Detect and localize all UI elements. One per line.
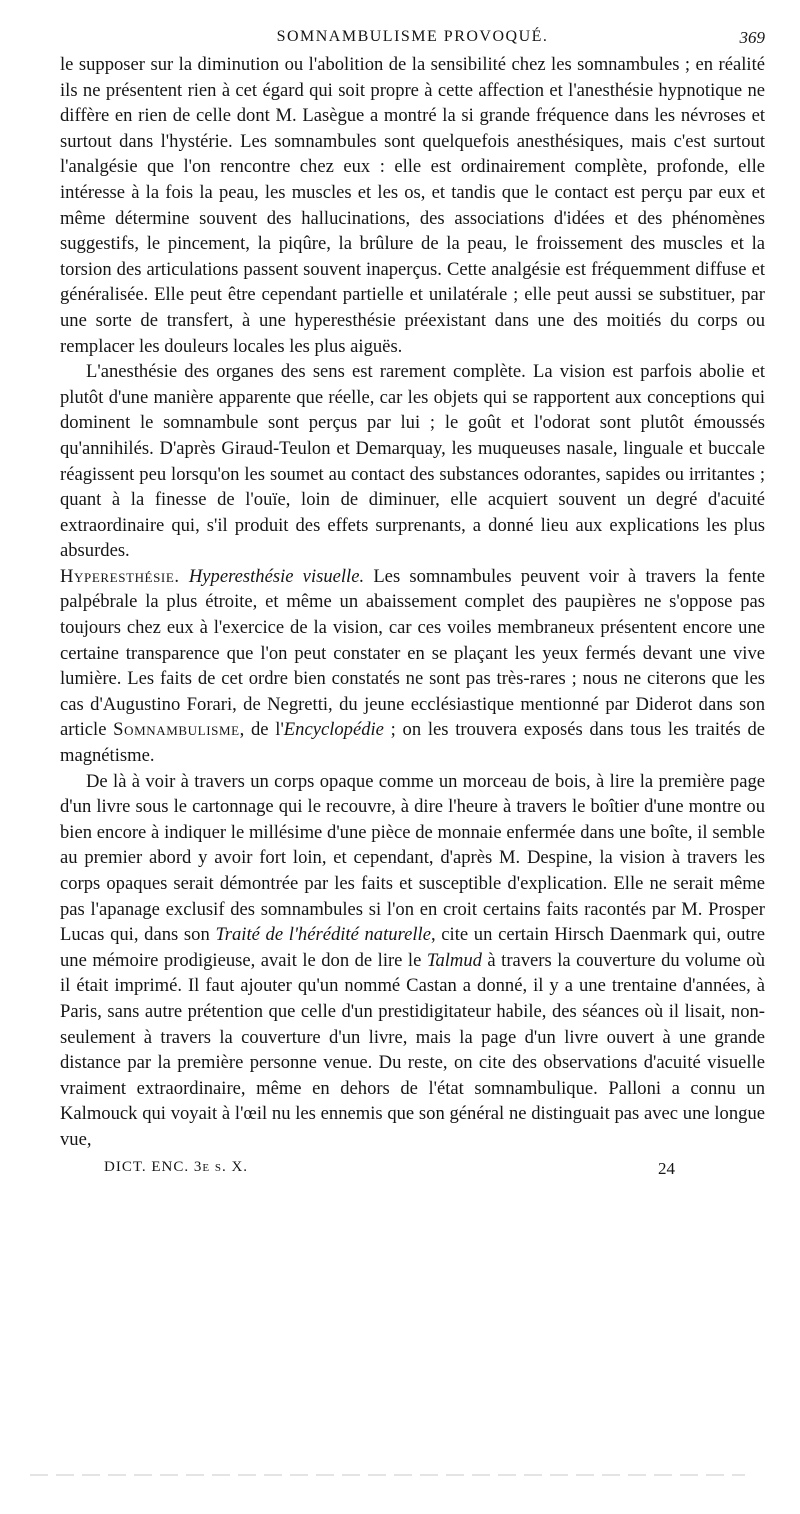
article-name: Somnambulisme [113, 719, 240, 741]
paragraph-anesthesia-senses: L'anesthésie des organes des sens est rarement complète. La vision est parfois abolie et plutôt d'une manière apparente que réelle, car les objets qui se rapportent aux conceptions qui dominent le somnambule sont perçus par lui ; le goût et l'odorat sont plutôt émoussés qu'annihilés. D'après Giraud-Teulon et Demarquay, les muqueuses nasale, linguale et buccale réagissent peu lorsqu'on les soumet au contact des substances odorantes, sapides ou irritantes ; quant à la finesse de l'ouïe, loin de diminuer, elle acquiert souvent un degré d'acuité extraordinaire qui, s'il produit des effets surprenants, a donné lieu aux explications les plus absurdes. [60, 361, 765, 562]
paragraph-text: à travers la couverture du volume où il était imprimé. Il faut ajouter qu'un nommé Castan a donné, il y a une trentaine d'années, à Paris, sans autre prétention que celle d'un prestidigitateur habile, des séances où il lisait, non-seulement à travers la couverture d'un livre, mais la page d'un livre ouvert à une grande distance par la première personne venue. Du reste, on cite des observations d'acuité visuelle vraiment extraordinaire, même en dehors de l'état somnambulique. Palloni a connu un Kalmouck qui voyait à l'œil nu les ennemis que son général ne distinguait pas avec une longue vue, [60, 949, 765, 1150]
paragraph-text: Les somnambules peuvent voir à travers la fente palpébrale la plus étroite, et même un abaissement complet des paupières ne s'oppose pas toujours chez eux à l'exercice de la vision, car ces voiles membraneux présentent encore une certaine transparence que l'on peut constater en se plaçant les yeux fermés devant une vive lumière. Les faits de cet ordre bien constatés ne sont pas très-rares ; nous ne citerons que les cas d'Augustino Forari, de Negretti, du jeune ecclésiastique mentionné par Diderot dans son article [60, 565, 765, 741]
running-head: SOMNAMBULISME PROVOQUÉ. [276, 28, 549, 45]
paragraph-visual-hyperesthesia [60, 564, 765, 769]
paragraph-text: ; on les trouvera exposés dans tous les traités de magnétisme. [60, 719, 765, 767]
book-page [60, 28, 765, 1183]
page-header [60, 28, 765, 52]
body-text [60, 52, 765, 1153]
section-label: Hyperesthésie. [60, 565, 180, 587]
paragraph-text: , cite un certain Hirsch Daenmark qui, outre une mémoire prodigieuse, avait le don de lire le [60, 924, 765, 971]
paragraph-opaque-vision [60, 769, 765, 1153]
page-footer [60, 1159, 765, 1183]
paragraph-text: , de l' [239, 719, 284, 741]
work-title: Traité de l'hérédité naturelle [215, 924, 431, 946]
section-title: Hyperesthésie visuelle. [188, 565, 365, 587]
page-number: 369 [739, 28, 765, 47]
signature-mark: DICT. ENC. 3e s. X. [104, 1158, 249, 1175]
paragraph-analgesia: le supposer sur la diminution ou l'abolition de la sensibilité chez les somnambules ; en réalité ils ne présentent rien à cet égard qui soit propre à cette affection et l'anesthésie hypnotique ne diffère en rien de celle dont M. Lasègue a montré la si grande fréquence dans les névroses et surtout dans l'hystérie. Les somnambules sont quelquefois anesthésiques, mais c'est surtout l'analgésie que l'on rencontre chez eux : elle est ordinairement complète, profonde, elle intéresse à la fois la peau, les muscles et les os, et tandis que le contact est perçu par eux et même détermine souvent des hallucinations, des associations d'idées et des phénomènes suggestifs, le pincement, la piqûre, la brûlure de la peau, le froissement des muscles et la torsion des articulations passent souvent inaperçus. Cette analgésie est fréquemment diffuse et généralisée. Elle peut être cependant partielle et unilatérale ; elle peut aussi se substituer, par une sorte de transfert, à une hyperesthésie préexistant dans une des moitiés du corps ou remplacer les douleurs locales les plus aiguës. [60, 54, 765, 357]
bleed-through-line [30, 1474, 745, 1476]
work-title: Encyclopédie [283, 719, 384, 741]
sheet-number: 24 [658, 1158, 675, 1178]
work-title: Talmud [426, 949, 482, 971]
paragraph-text: De là à voir à travers un corps opaque comme un morceau de bois, à lire la première page d'un livre sous le cartonnage qui le recouvre, à dire l'heure à travers le boîtier d'une montre ou bien encore à indiquer le millésime d'une pièce de monnaie enfermée dans une boîte, il semble au premier abord y avoir fort loin, et cependant, d'après M. Despine, la vision à travers les corps opaques serait démontrée par les faits et susceptible d'explication. Elle ne serait même pas l'apanage exclusif des somnambules si l'on en croit certains faits racontés par M. Prosper Lucas qui, dans son [60, 770, 765, 946]
